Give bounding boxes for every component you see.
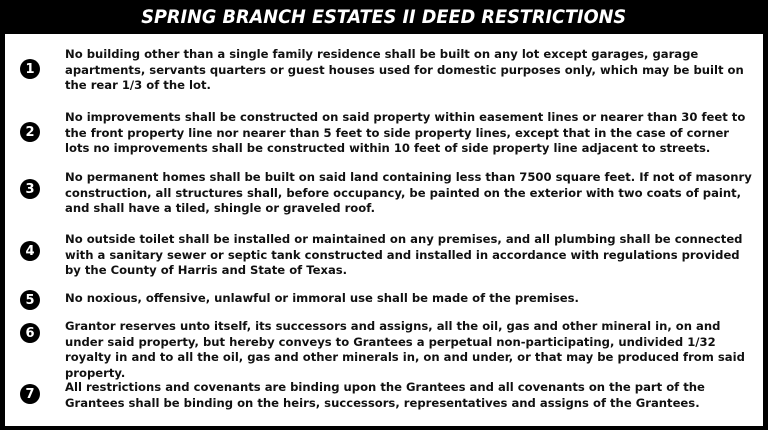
restriction-text: No outside toilet shall be installed or maintained on any premises, and all plumbing shall be connected with a sanitary sewer or septic tank constructed and installed in accordance with regulations provided by the County of Harris and State of Texas. <box>65 232 743 277</box>
title-bar <box>0 0 768 34</box>
number-badge: 5 <box>20 290 40 310</box>
page-title: SPRING BRANCH ESTATES II DEED RESTRICTIONS <box>141 6 627 28</box>
restriction-text: No permanent homes shall be built on said land containing less than 7500 square feet. If not of masonry construction, all structures shall, before occupancy, be painted on the exterior with two coats of paint, and shall have a tiled, shingle or graveled roof. <box>65 170 752 215</box>
number-badge: 2 <box>20 122 40 142</box>
restriction-text: No noxious, offensive, unlawful or immoral use shall be made of the premises. <box>65 291 579 305</box>
restriction-text: Grantor reserves unto itself, its successors and assigns, all the oil, gas and other mineral in, on and under said property, but hereby conveys to Grantees a perpetual non-participating, undivided 1/32 royalty in and to all the oil, gas and other minerals in, on and under, or that may be produced from said property. <box>65 319 745 380</box>
number-badge: 7 <box>20 384 40 404</box>
restriction-text: No improvements shall be constructed on said property within easement lines or nearer than 30 feet to the front property line nor nearer than 5 feet to side property lines, except that in the case of corner lots no improvements shall be constructed within 10 feet of side property line adjacent to streets. <box>65 110 746 155</box>
number-badge: 4 <box>20 241 40 261</box>
restrictions-panel <box>5 34 763 426</box>
number-badge: 6 <box>20 323 40 343</box>
restriction-text: No building other than a single family residence shall be built on any lot except garages, garage apartments, servants quarters or guest houses used for domestic purposes only, which may be built on the rear 1/3 of the lot. <box>65 47 744 92</box>
number-badge: 1 <box>20 59 40 79</box>
restriction-text: All restrictions and covenants are binding upon the Grantees and all covenants on the part of the Grantees shall be binding on the heirs, successors, representatives and assigns of the Grantees. <box>65 380 705 410</box>
number-badge: 3 <box>20 179 40 199</box>
